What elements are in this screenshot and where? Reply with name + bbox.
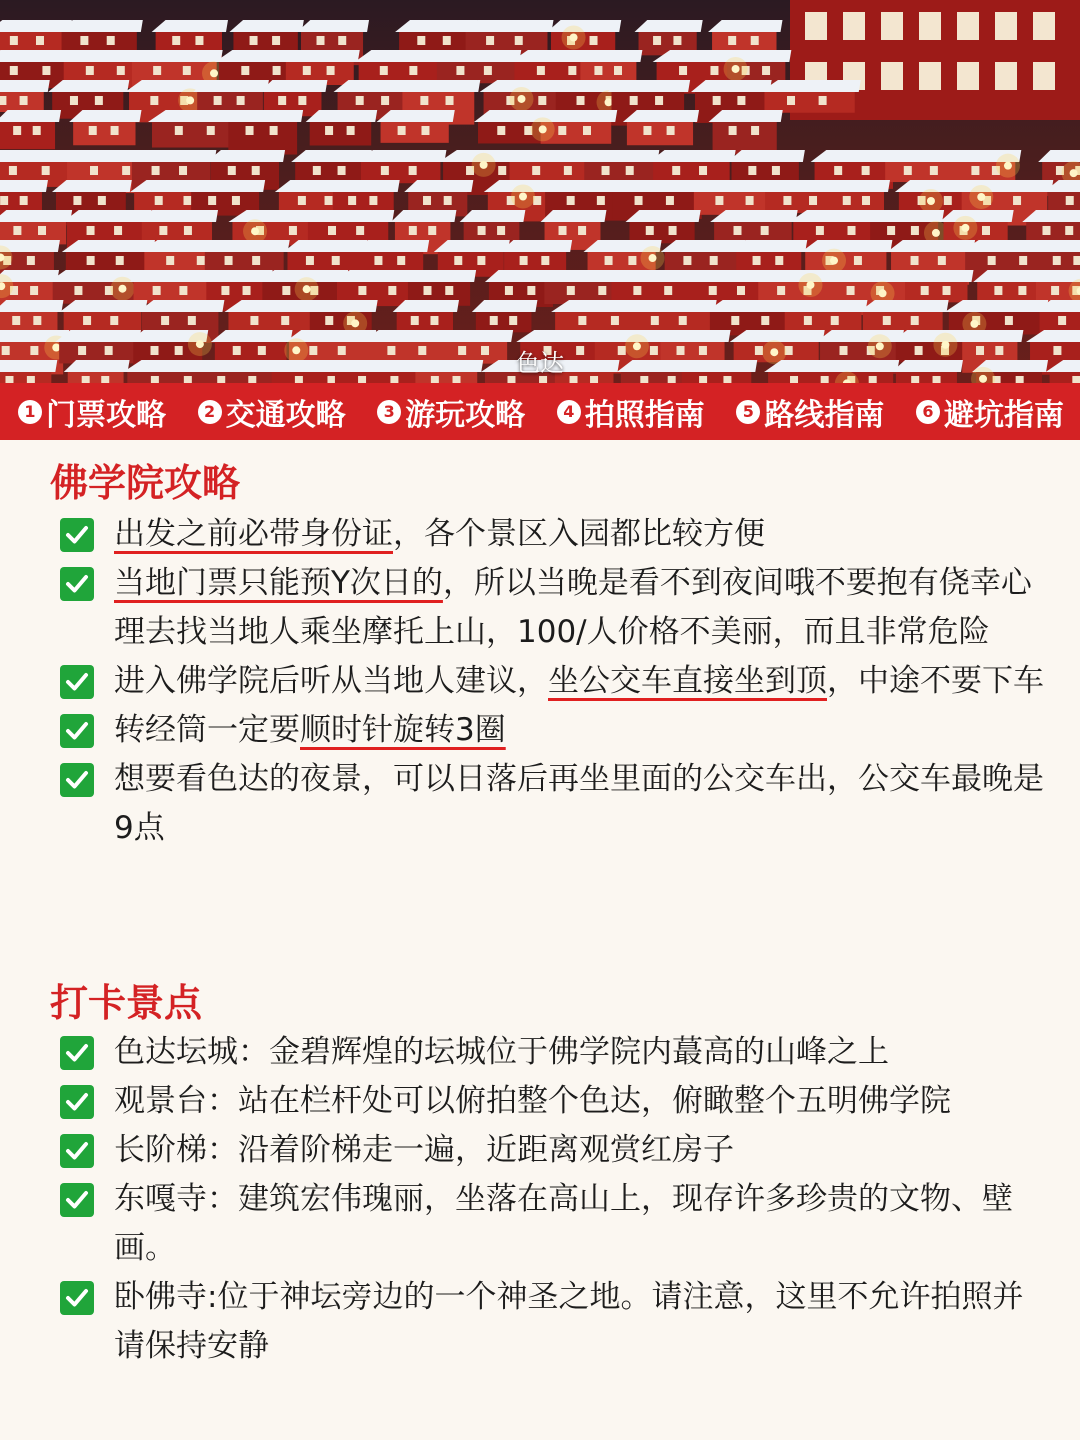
number-4-icon: 4 [557, 400, 581, 424]
number-2-icon: 2 [198, 400, 222, 424]
red-houses-illustration [0, 0, 1080, 383]
nav-item-label: 交通攻略 [225, 397, 346, 433]
checkmark-icon [60, 1036, 94, 1070]
number-6-icon: 6 [916, 400, 940, 424]
list-item [60, 1126, 1050, 1175]
list-item [60, 1077, 1050, 1126]
nav-item-play[interactable] [377, 390, 525, 434]
nav-item-pitfalls[interactable] [916, 390, 1064, 434]
tip-text [114, 706, 1050, 755]
highlight-text: 坐公交车直接坐到顶 [548, 663, 827, 699]
number-1-icon: 1 [18, 400, 42, 424]
number-5-icon: 5 [736, 400, 760, 424]
checkmark-icon [60, 1281, 94, 1315]
list-item [60, 1273, 1050, 1371]
checkmark-icon [60, 518, 94, 552]
tip-rest: ，各个景区入园都比较方便 [393, 516, 765, 552]
tip-pre: 进入佛学院后听从当地人建议， [114, 663, 548, 699]
nav-item-transport[interactable] [198, 390, 346, 434]
checkmark-icon [60, 763, 94, 797]
checkmark-icon [60, 714, 94, 748]
nav-item-label: 游玩攻略 [405, 397, 526, 433]
tip-text [114, 510, 1050, 559]
list-item [60, 1175, 1050, 1273]
guide-nav-bar [0, 383, 1080, 440]
tip-text [114, 559, 1050, 657]
list-item [60, 706, 1050, 755]
nav-item-label: 门票攻略 [46, 397, 166, 433]
section-title-spots: 打卡景点 [50, 981, 203, 1025]
checkmark-icon [60, 567, 94, 601]
nav-item-label: 拍照指南 [584, 397, 705, 433]
nav-item-route[interactable] [736, 390, 884, 434]
checkmark-icon [60, 1085, 94, 1119]
list-item [60, 755, 1050, 853]
spots-list [60, 1028, 1050, 1371]
spot-text: 卧佛寺:位于神坛旁边的一个神圣之地。请注意，这里不允许拍照并请保持安静 [114, 1279, 1024, 1364]
highlight-text: 出发之前必带身份证 [114, 516, 393, 552]
highlight-text: 当地门票只能预Y次日的 [114, 565, 443, 601]
spot-text: 长阶梯：沿着阶梯走一遍，近距离观赏红房子 [114, 1132, 734, 1168]
spot-text: 色达坛城：金碧辉煌的坛城位于佛学院内蕞高的山峰之上 [114, 1034, 889, 1070]
number-3-icon: 3 [377, 400, 401, 424]
tip-rest: ，中途不要下车 [827, 663, 1044, 699]
tip-text: 想要看色达的夜景，可以日落后再坐里面的公交车出，公交车最晚是9点 [114, 761, 1044, 846]
hero-image [0, 0, 1080, 383]
tip-pre: 转经筒一定要 [114, 712, 300, 748]
nav-item-photo[interactable] [557, 390, 705, 434]
nav-item-label: 避坑指南 [943, 397, 1064, 433]
highlight-text: 顺时针旋转3圈 [300, 712, 506, 748]
tip-text [114, 657, 1050, 706]
checkmark-icon [60, 665, 94, 699]
academy-tips-list [60, 510, 1050, 853]
section-title-academy: 佛学院攻略 [50, 461, 241, 505]
list-item [60, 657, 1050, 706]
list-item [60, 1028, 1050, 1077]
list-item [60, 559, 1050, 657]
tip-rest: ，所以当晚是看不到夜间哦不要抱有侥幸心理去找当地人乘坐摩托上山，100/人价格不美丽，而且非常危险 [114, 565, 1032, 650]
spot-text: 东嘎寺：建筑宏伟瑰丽，坐落在高山上，现存许多珍贵的文物、壁画。 [114, 1181, 1013, 1266]
checkmark-icon [60, 1183, 94, 1217]
spot-text: 观景台：站在栏杆处可以俯拍整个色达，俯瞰整个五明佛学院 [114, 1083, 951, 1119]
list-item [60, 510, 1050, 559]
nav-item-tickets[interactable] [18, 390, 166, 434]
hero-caption: 色达 [516, 349, 564, 377]
checkmark-icon [60, 1134, 94, 1168]
nav-item-label: 路线指南 [764, 397, 885, 433]
